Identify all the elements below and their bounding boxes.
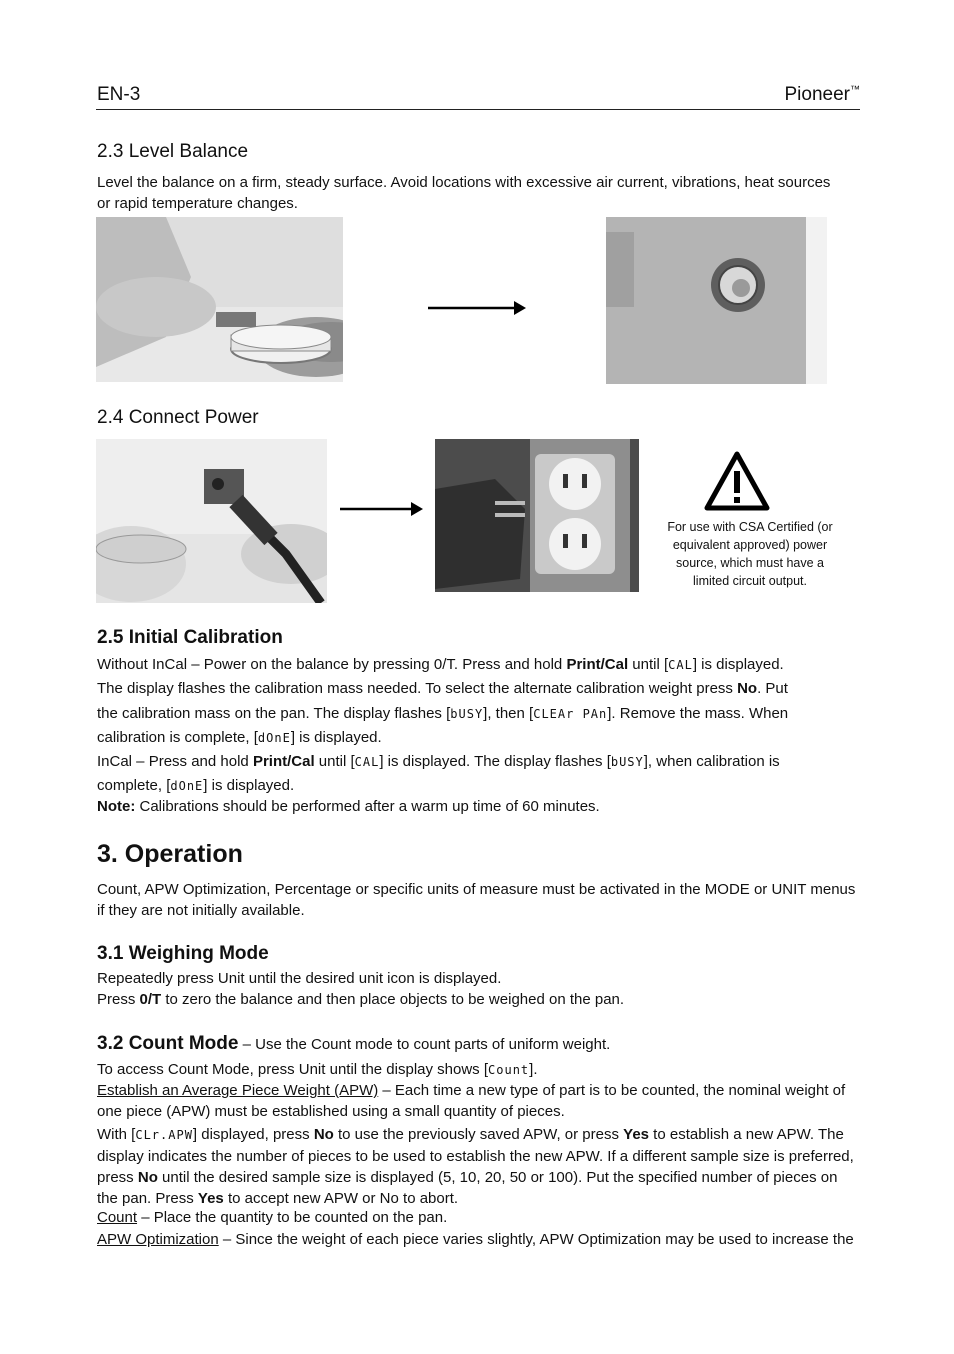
section-2-5-title: 2.5 Initial Calibration	[97, 627, 283, 648]
calibration-note: Note: Calibrations should be performed after a warm up time of 60 minutes.	[97, 798, 600, 815]
product-name: Pioneer™	[784, 84, 860, 105]
apw-paragraph: Establish an Average Piece Weight (APW) – Each time a new type of part is to be counted, the nominal weight of one piece (APW) must be established using a small quantity of pieces.	[97, 1082, 846, 1120]
calibration-line-2: The display flashes the calibration mass needed. To select the alternate calibration weight press No. Put	[97, 680, 788, 697]
section-3-text: Count, APW Optimization, Percentage or specific units of measure must be activated in the MODE or UNIT menus if they are not initially available.	[97, 881, 856, 919]
level-foot-photo	[96, 217, 343, 382]
count-paragraph: Count – Place the quantity to be counted on the pan.	[97, 1209, 448, 1226]
section-3-1-title: 3.1 Weighing Mode	[97, 943, 269, 964]
weighing-line-2: Press 0/T to zero the balance and then place objects to be weighed on the pan.	[97, 991, 625, 1008]
count-access-line: To access Count Mode, press Unit until the display shows [Count].	[97, 1061, 538, 1078]
weighing-line-1: Repeatedly press Unit until the desired unit icon is displayed.	[97, 970, 502, 987]
section-2-4-title: 2.4 Connect Power	[97, 407, 259, 428]
warning-text: For use with CSA Certified (or equivalent approved) power source, which must have a limited circuit output.	[667, 520, 833, 588]
section-2-3-title: 2.3 Level Balance	[97, 141, 249, 162]
level-bubble-photo	[606, 217, 827, 384]
page-number: EN-3	[97, 84, 141, 105]
calibration-line-6: complete, [dOnE] is displayed.	[97, 777, 295, 794]
section-3-title: 3. Operation	[97, 840, 243, 868]
calibration-line-5: InCal – Press and hold Print/Cal until [CAL] is displayed. The display flashes [bUSY], when calibration is	[97, 753, 780, 770]
section-3-2-heading: 3.2 Count Mode – Use the Count mode to count parts of uniform weight.	[97, 1033, 611, 1054]
apw-optimization-paragraph: APW Optimization – Since the weight of each piece varies slightly, APW Optimization may be used to increase the	[97, 1231, 854, 1248]
apw-procedure: With [CLr.APW] displayed, press No to use the previously saved APW, or press Yes to establish a new APW. The display indicates the number of pieces to be used to establish the new APW. If a different sample size is preferred, press No until the desired sample size is displayed (5, 10, 20, 50 or 100). Put the specified number of pieces on the pan. Press Yes to accept new APW or No to abort.	[97, 1126, 854, 1207]
power-jack-photo	[96, 439, 327, 603]
section-3-2-title: 3.2 Count Mode	[97, 1033, 239, 1054]
outlet-photo	[435, 439, 639, 592]
calibration-line-1: Without InCal – Power on the balance by pressing 0/T. Press and hold Print/Cal until [CAL] is displayed.	[97, 656, 784, 673]
section-2-3-text: Level the balance on a firm, steady surface. Avoid locations with excessive air current, vibrations, heat sources or rapid temperature changes.	[97, 174, 831, 212]
header-rule	[96, 109, 860, 110]
warning-icon	[704, 451, 770, 516]
arrow-right-icon	[428, 301, 528, 320]
arrow-right-icon	[340, 502, 425, 521]
calibration-line-3: the calibration mass on the pan. The display flashes [bUSY], then [CLEAr PAn]. Remove the mass. When	[97, 705, 789, 722]
calibration-line-4: calibration is complete, [dOnE] is displayed.	[97, 729, 382, 746]
